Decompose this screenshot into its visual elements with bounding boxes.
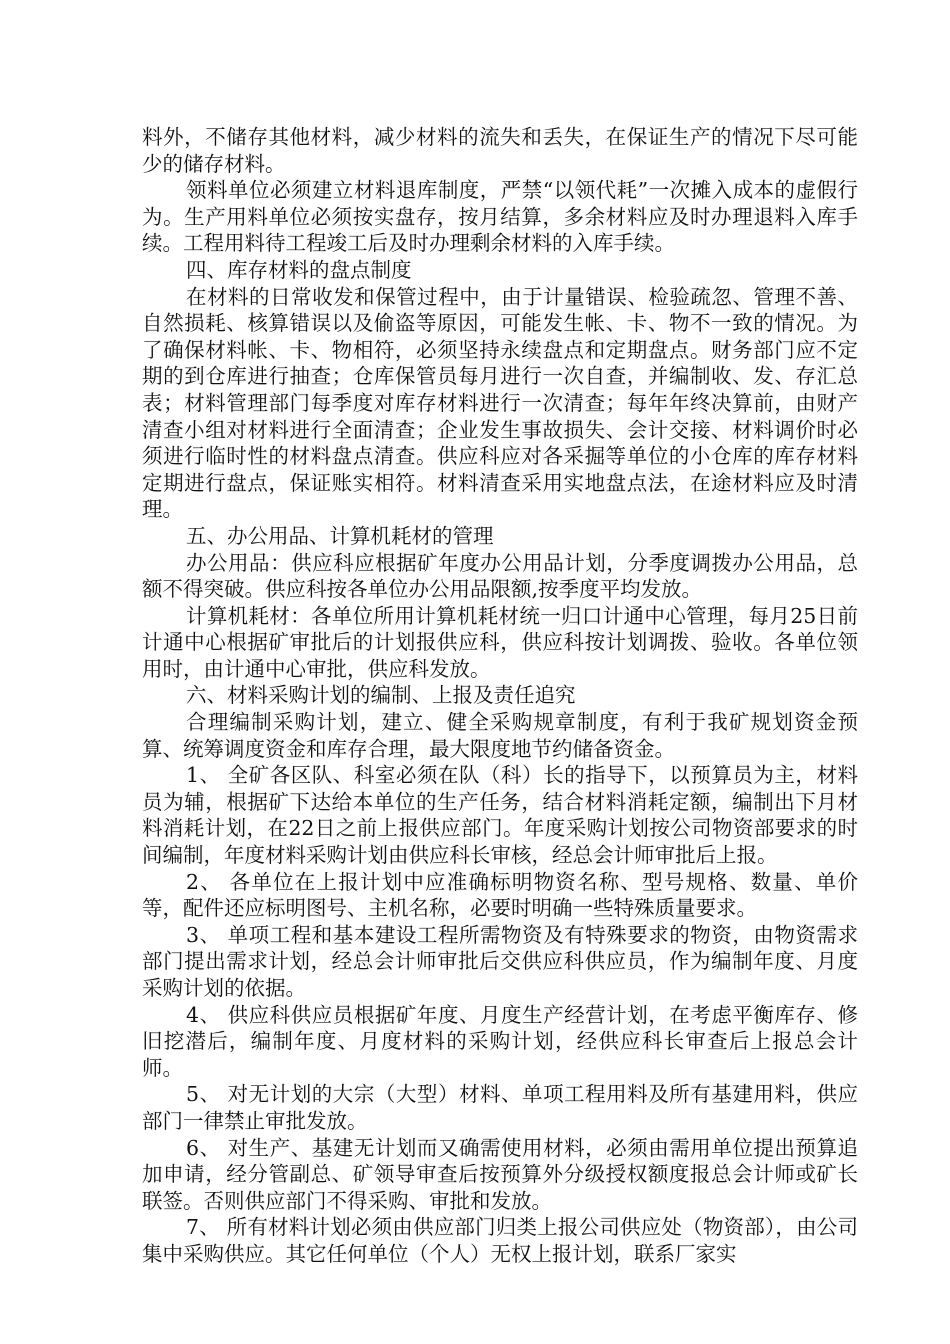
paragraph-office-supplies: 办公用品：供应科应根据矿年度办公用品计划，分季度调拨办公用品，总额不得突破。供应科按各单位办公用品限额,按季度平均发放。 xyxy=(142,550,858,602)
list-item-1: 1、 全矿各区队、科室必须在队（科）长的指导下，以预算员为主，材料员为辅，根据矿下达给本单位的生产任务，结合材料消耗定额，编制出下月材料消耗计划，在22日之前上报供应部门。年度采购计划按公司物资部要求的时间编制，年度材料采购计划由供应科长审核，经总会计师审批后上报。 xyxy=(142,763,858,868)
section-heading-procurement-plan: 六、材料采购计划的编制、上报及责任追究 xyxy=(186,683,576,708)
list-item-2: 2、 各单位在上报计划中应准确标明物资名称、型号规格、数量、单价等，配件还应标明图号、主机名称，必要时明确一些特殊质量要求。 xyxy=(142,869,858,921)
paragraph-procurement-intro: 合理编制采购计划，建立、健全采购规章制度，有利于我矿规划资金预算、统筹调度资金和库存合理，最大限度地节约储备资金。 xyxy=(142,710,858,761)
list-item-5: 5、 对无计划的大宗（大型）材料、单项工程用料及所有基建用料，供应部门一律禁止审批发放。 xyxy=(142,1082,858,1133)
list-item-7: 7、 所有材料计划必须由供应部门归类上报公司供应处（物资部），由公司集中采购供应。其它任何单位（个人）无权上报计划，联系厂家实 xyxy=(142,1215,858,1266)
paragraph-return-policy: 领料单位必须建立材料退库制度，严禁“以领代耗”一次摊入成本的虚假行为。生产用料单位必须按实盘存，按月结算，多余材料应及时办理退料入库手续。工程用料待工程竣工后及时办理剩余材料的入库手续。 xyxy=(142,178,858,256)
list-item-4: 4、 供应科供应员根据矿年度、月度生产经营计划，在考虑平衡库存、修旧挖潜后，编制年度、月度材料的采购计划，经供应科长审查后上报总会计师。 xyxy=(142,1002,858,1080)
paragraph-computer-consumables: 计算机耗材：各单位所用计算机耗材统一归口计通中心管理，每月25日前计通中心根据矿审批后的计划报供应科，供应科按计划调拨、验收。各单位领用时，由计通中心审批，供应科发放。 xyxy=(142,603,858,681)
list-item-6: 6、 对生产、基建无计划而又确需使用材料，必须由需用单位提出预算追加申请，经分管副总、矿领导审查后按预算外分级授权额度报总会计师或矿长联签。否则供应部门不得采购、审批和发放。 xyxy=(142,1135,858,1213)
section-heading-inventory-count: 四、库存材料的盘点制度 xyxy=(186,257,412,282)
list-item-3: 3、 单项工程和基本建设工程所需物资及有特殊要求的物资，由物资需求部门提出需求计划，经总会计师审批后交供应科供应员，作为编制年度、月度采购计划的依据。 xyxy=(142,922,858,1000)
paragraph-inventory-count: 在材料的日常收发和保管过程中，由于计量错误、检验疏忽、管理不善、自然损耗、核算错误以及偷盗等原因，可能发生帐、卡、物不一致的情况。为了确保材料帐、卡、物相符，必须坚持永续盘点和定期盘点。财务部门应不定期的到仓库进行抽查；仓库保管员每月进行一次自查，并编制收、发、存汇总表；材料管理部门每季度对库存材料进行一次清查；每年年终决算前，由财产清查小组对材料进行全面清查；企业发生事故损失、会计交接、材料调价时必须进行临时性的材料盘点清查。供应科应对各采掘等单位的小仓库的库存材料定期进行盘点，保证账实相符。材料清查采用实地盘点法，在途材料应及时清理。 xyxy=(142,284,858,522)
section-heading-office-supplies: 五、办公用品、计算机耗材的管理 xyxy=(186,523,494,548)
paragraph-continuation: 料外，不储存其他材料，减少材料的流失和丢失，在保证生产的情况下尽可能少的储存材料。 xyxy=(142,125,858,176)
document-page xyxy=(142,124,858,1268)
